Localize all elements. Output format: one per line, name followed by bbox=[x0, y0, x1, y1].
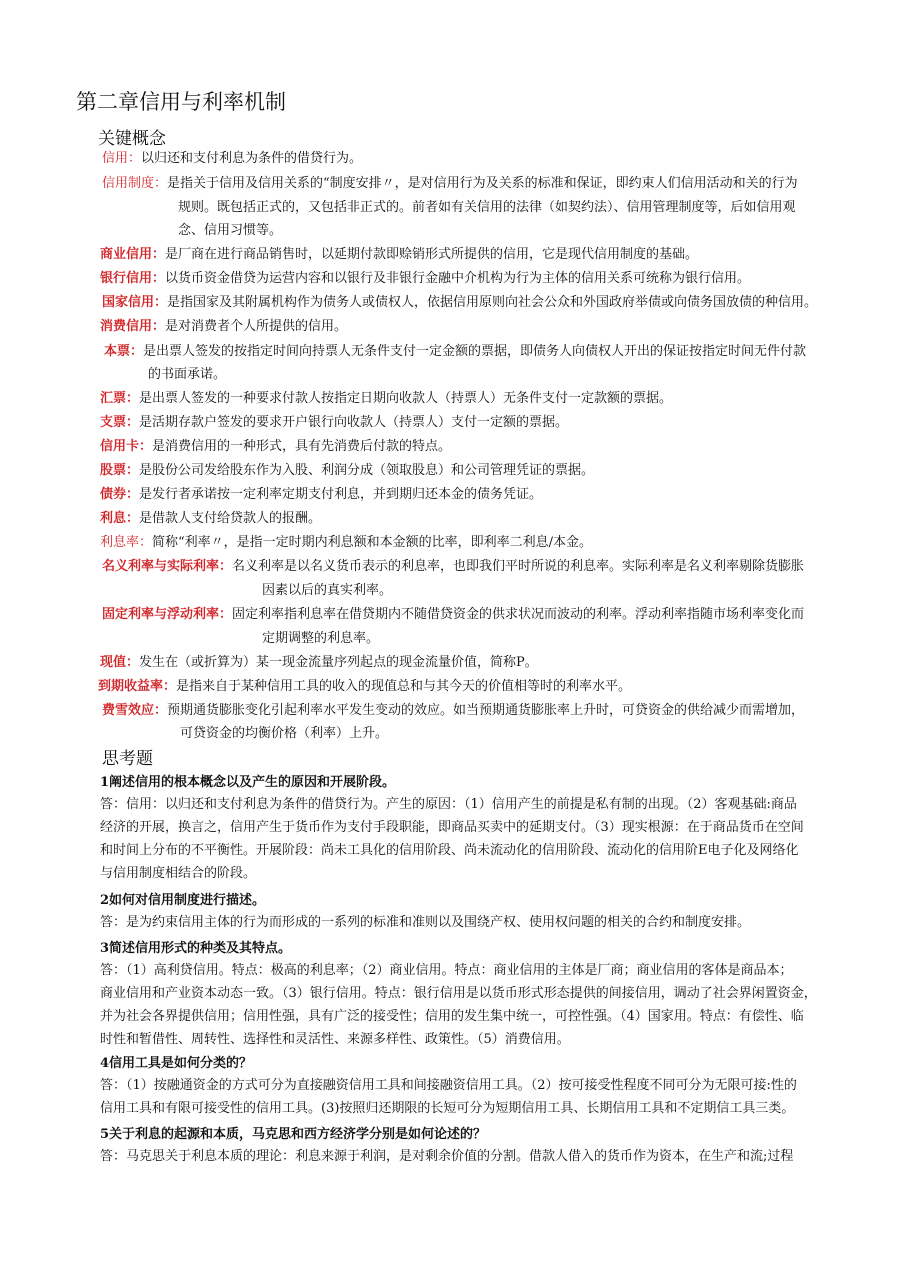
concept-entry bbox=[102, 292, 817, 314]
concept-entry bbox=[102, 173, 798, 195]
concept-term: 本票： bbox=[104, 344, 144, 359]
concept-term: 汇票： bbox=[100, 391, 140, 406]
concept-term: 股票： bbox=[100, 463, 140, 478]
concept-entry bbox=[100, 412, 568, 434]
concept-text-cont: 定期调整的利息率。 bbox=[262, 631, 380, 646]
concept-entry bbox=[102, 604, 804, 626]
concept-text: 名义利率是以名义货币表示的利息率，也即我们平时所说的利息率。实际利率是名义利率剔除货膨胀 bbox=[232, 559, 805, 574]
concept-entry bbox=[102, 700, 804, 722]
concept-term: 利息率： bbox=[100, 535, 153, 550]
concept-entry bbox=[100, 532, 592, 554]
concept-text: 简称“利率〃，是指一定时期内利息额和本金额的比率，即利率二利息/本金。 bbox=[152, 535, 593, 550]
answer-line: 与信用制度相结合的阶段。 bbox=[100, 866, 257, 881]
concept-entry bbox=[100, 508, 321, 530]
concept-text: 是厂商在进行商品销售时，以延期付款即赊销形式所提供的信用，它是现代信用制度的基础。 bbox=[165, 247, 699, 262]
answer-line: 经济的开展，换言之，信用产生于货币作为支付手段职能，即商品买卖中的延期支付。（3）现实根源：在于商品货币在空间 bbox=[100, 820, 804, 835]
concept-term: 消费信用： bbox=[100, 319, 166, 334]
concept-entry bbox=[100, 244, 698, 266]
concept-text-cont: 可贷资金的均衡价格（利率）上升。 bbox=[180, 726, 389, 741]
concept-text: 是活期存款户签发的要求开户银行向收款人（持票人）支付一定额的票据。 bbox=[139, 415, 569, 430]
concept-text-cont: 的书面承诺。 bbox=[148, 367, 227, 382]
concept-text: 是发行者承诺按一定利率定期支付利息，并到期归还本金的债务凭证。 bbox=[139, 487, 543, 502]
concept-term: 固定利率与浮动利率： bbox=[102, 607, 233, 622]
concept-entry bbox=[100, 652, 538, 674]
concept-entry bbox=[104, 341, 806, 363]
concept-term: 银行信用： bbox=[100, 271, 166, 286]
answer-line: 答：（1）按融通资金的方式可分为直接融资信用工具和间接融资信用工具。（2）按可接受性程度不同可分为无限可接:性的 bbox=[100, 1078, 797, 1093]
answer-line: 答：马克思关于利息本质的理论：利息来源于利润，是对剩余价值的分割。借款人借入的货币作为资本，在生产和流;过程 bbox=[100, 1149, 794, 1164]
concept-term: 到期收益率： bbox=[98, 679, 177, 694]
chapter-title: 第二章信用与利率机制 bbox=[76, 90, 286, 114]
section-heading-questions: 思考题 bbox=[102, 749, 153, 769]
concept-entry bbox=[100, 484, 542, 506]
question-heading: 3简述信用形式的种类及其特点。 bbox=[100, 941, 292, 956]
concept-term: 利息： bbox=[100, 511, 140, 526]
concept-text: 是指国家及其附属机构作为债务人或债权人，依据信用原则向社会公众和外国政府举债或向债务国放债的种信用。 bbox=[167, 295, 818, 310]
answer-line: 时性和暂借性、周转性、选择性和灵活性、来源多样性、政策性。（5）消费信用。 bbox=[100, 1032, 570, 1047]
concept-text: 固定利率指利息率在借贷期内不随借贷资金的供求状况而波动的利率。浮动利率指随市场利率变化而 bbox=[232, 607, 805, 622]
concept-entry bbox=[100, 316, 347, 338]
concept-term: 商业信用： bbox=[100, 247, 166, 262]
concept-text: 以归还和支付利息为条件的借贷行为。 bbox=[141, 151, 363, 166]
concept-text: 预期通货膨胀变化引起利率水平发生变动的效应。如当预期通货膨胀率上升时，可贷资金的供给减少而需增加， bbox=[167, 703, 805, 718]
concept-text: 是股份公司发给股东作为入股、利润分成（领取股息）和公司管理凭证的票据。 bbox=[139, 463, 595, 478]
concept-text: 是指来自于某种信用工具的收入的现值总和与其今天的价值相等时的利率水平。 bbox=[176, 679, 632, 694]
question-heading: 2如何对信用制度进行描述。 bbox=[100, 893, 266, 908]
concept-text: 是借款人支付给贷款人的报酬。 bbox=[139, 511, 322, 526]
concept-text: 是出票人签发的按指定时间向持票人无条件支付一定金额的票据，即债务人向债权人开出的保证按指定时间无件付款 bbox=[143, 344, 807, 359]
concept-text-cont: 规则。既包括正式的，又包括非正式的。前者如有关信用的法律（如契约法）、信用管理制度等，后如信用观 bbox=[178, 200, 796, 215]
concept-term: 信用制度： bbox=[102, 176, 168, 191]
answer-line: 和时间上分布的不平衡性。开展阶段：尚未工具化的信用阶段、尚未流动化的信用阶段、流动化的信用阶E电子化及网络化 bbox=[100, 843, 799, 858]
concept-entry bbox=[98, 676, 631, 698]
concept-text: 是指关于信用及信用关系的“制度安排〃，是对信用行为及关系的标准和保证，即约束人们信用活动和关的行为 bbox=[167, 176, 798, 191]
answer-line: 并为社会各界提供信用；信用性强，具有广泛的接受性；信用的发生集中统一，可控性强。（4）国家用。特点：有偿性、临 bbox=[100, 1009, 804, 1024]
section-heading-concepts: 关键概念 bbox=[98, 129, 166, 149]
concept-term: 债券： bbox=[100, 487, 140, 502]
question-heading: 1阐述信用的根本概念以及产生的原因和开展阶段。 bbox=[100, 775, 396, 790]
concept-text: 是对消费者个人所提供的信用。 bbox=[165, 319, 348, 334]
answer-line: 答：信用：以归还和支付利息为条件的借贷行为。产生的原因：（1）信用产生的前提是私有制的出现。（2）客观基础:商品 bbox=[100, 797, 797, 812]
answer-line: 信用工具和有限可接受性的信用工具。(3)按照归还期限的长短可分为短期信用工具、长期信用工具和不定期信工具三类。 bbox=[100, 1101, 795, 1116]
concept-entry bbox=[100, 388, 672, 410]
question-heading: 5关于利息的起源和本质，马克思和西方经济学分别是如何论述的？ bbox=[100, 1127, 487, 1142]
concept-text-cont: 念、信用习惯等。 bbox=[178, 223, 283, 238]
concept-term: 支票： bbox=[100, 415, 140, 430]
concept-text: 发生在（或折算为）某一现金流量序列起点的现金流量价值，简称P。 bbox=[139, 655, 538, 670]
concept-term: 名义利率与实际利率： bbox=[102, 559, 233, 574]
concept-entry bbox=[102, 148, 362, 170]
question-heading: 4信用工具是如何分类的？ bbox=[100, 1056, 253, 1071]
concept-term: 费雪效应： bbox=[102, 703, 168, 718]
concept-term: 信用： bbox=[102, 151, 142, 166]
concept-term: 国家信用： bbox=[102, 295, 168, 310]
answer-line: 商业信用和产业资本动态一致。（3）银行信用。特点：银行信用是以货币形式形态提供的间接信用，调动了社会界闲置资金， bbox=[100, 986, 817, 1001]
concept-text-cont: 因素以后的真实利率。 bbox=[262, 583, 393, 598]
answer-line: 答：是为约束信用主体的行为而形成的一系列的标准和准则以及围绕产权、使用权问题的相关的合约和制度安排。 bbox=[100, 915, 751, 930]
concept-entry bbox=[100, 460, 594, 482]
concept-entry bbox=[100, 436, 451, 458]
answer-line: 答：（1）高利贷信用。特点：极高的利息率；（2）商业信用。特点：商业信用的主体是厂商；商业信用的客体是商品本； bbox=[100, 963, 793, 978]
concept-text: 以货币资金借贷为运营内容和以银行及非银行金融中介机构为行为主体的信用关系可统称为银行信用。 bbox=[165, 271, 751, 286]
concept-entry bbox=[102, 556, 804, 578]
concept-text: 是消费信用的一种形式，具有先消费后付款的特点。 bbox=[152, 439, 452, 454]
concept-term: 信用卡： bbox=[100, 439, 153, 454]
concept-entry bbox=[100, 268, 750, 290]
concept-text: 是出票人签发的一种要求付款人按指定日期向收款人（持票人）无条件支付一定款额的票据。 bbox=[139, 391, 673, 406]
concept-term: 现值： bbox=[100, 655, 140, 670]
